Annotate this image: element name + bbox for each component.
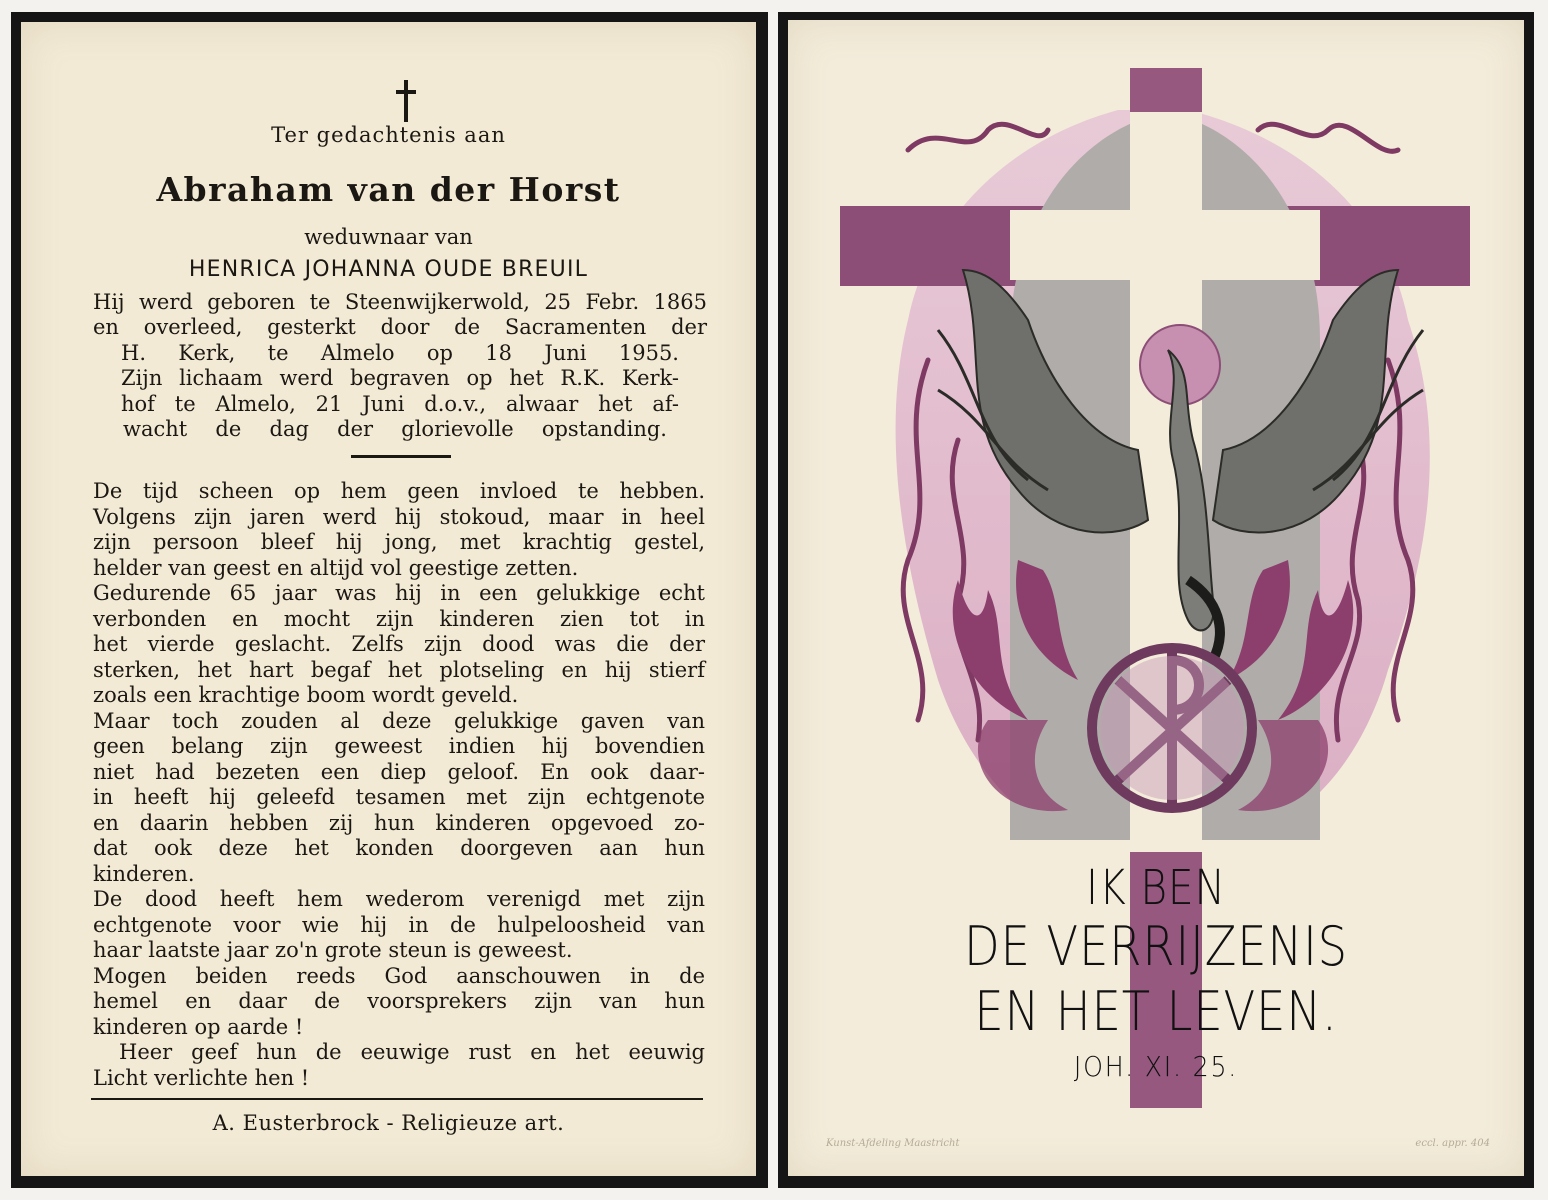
eulogy-line: niet had bezeten een diep geloof. En ook daar- [93, 759, 705, 784]
eulogy-line: Heer geef hun de eeuwige rust en het eeuwig [119, 1040, 705, 1064]
chi-rho-fill [1100, 656, 1244, 800]
bio-line: H. Kerk, te Almelo op 18 Juni 1955. [121, 340, 679, 365]
eulogy-line: verbonden en mocht zijn kinderen zien tot in [93, 606, 705, 631]
deceased-name: Abraham van der Horst [156, 170, 621, 209]
eulogy-line: haar laatste jaar zo'n grote steun is geweest. [93, 938, 573, 962]
eulogy-line: dat ook deze het konden doorgeven aan hun [93, 836, 705, 860]
eulogy-line: kinderen. [93, 861, 195, 886]
divider-long [91, 1098, 703, 1100]
bio-line: Hij werd geboren te Steenwijkerwold, 25 Febr. 1865 [93, 290, 707, 314]
eulogy-line: Mogen beiden reeds God aanschouwen in de [93, 963, 705, 988]
eulogy-line: zijn persoon bleef hij jong, met krachtig gestel, [93, 530, 705, 554]
eulogy-line: echtgenote voor wie hij in de hulpeloosheid van [93, 912, 705, 937]
memorial-card-image-side [778, 12, 1534, 1188]
motto-line-1: IK BEN [1086, 860, 1226, 916]
biography-block [93, 290, 707, 442]
approval-mark: eccl. appr. 404 [1415, 1138, 1490, 1149]
eulogy-line: Maar toch zouden al deze gelukkige gaven van [93, 708, 705, 733]
eulogy-line: het vierde geslacht. Zelfs zijn dood was die der [93, 632, 705, 656]
eulogy-line: en daarin hebben zij hun kinderen opgevoed zo- [93, 810, 705, 835]
eulogy-line: Licht verlichte hen ! [93, 1065, 310, 1090]
eulogy-line: in heeft hij geleefd tesamen met zijn echtgenote [93, 785, 705, 809]
widower-of-line: weduwnaar van [304, 225, 473, 249]
white-cross-horizontal [1010, 210, 1320, 280]
bio-line: en overleed, gesterkt door de Sacramenten der [93, 315, 707, 340]
bio-line: hof te Almelo, 21 Juni d.o.v., alwaar het af- [121, 391, 679, 416]
eulogy-line: kinderen op aarde ! [93, 1014, 304, 1039]
eulogy-line: sterken, het hart begaf het plotseling en hij stierf [93, 657, 705, 682]
eulogy-line: hemel en daar de voorsprekers zijn van hun [93, 989, 705, 1013]
eulogy-line: zoals een krachtige boom wordt geveld. [93, 683, 519, 707]
eulogy-line: geen belang zijn geweest indien hij bovendien [93, 734, 705, 758]
printer-credit: A. Eusterbrock - Religieuze art. [212, 1111, 565, 1135]
eulogy-block [93, 479, 705, 1091]
intro-line: Ter gedachtenis aan [271, 123, 506, 147]
card-paper [21, 22, 756, 1176]
card-paper [788, 20, 1524, 1176]
cross-icon [396, 80, 416, 122]
motto-line-2: DE VERRIJZENIS [963, 915, 1349, 978]
scripture-reference: JOH. XI. 25. [1073, 1050, 1239, 1083]
bio-line: Zijn lichaam werd begraven op het R.K. Kerk- [121, 366, 679, 391]
divider-short [351, 455, 451, 458]
eulogy-line: Volgens zijn jaren werd hij stokoud, maar in heel [93, 504, 705, 529]
eulogy-line: Gedurende 65 jaar was hij in een gelukkige echt [93, 581, 705, 605]
memorial-card-text-side [11, 12, 768, 1188]
bio-line: wacht de dag der glorievolle opstanding. [123, 417, 667, 442]
spouse-name: HENRICA JOHANNA OUDE BREUIL [188, 257, 589, 282]
eulogy-line: De dood heeft hem wederom verenigd met zijn [93, 887, 705, 911]
eulogy-line: helder van geest en altijd vol geestige zetten. [93, 555, 579, 580]
eulogy-line: De tijd scheen op hem geen invloed te hebben. [93, 479, 705, 503]
motto-line-3: EN HET LEVEN. [974, 980, 1338, 1043]
publisher-mark: Kunst-Afdeling Maastricht [826, 1138, 960, 1149]
